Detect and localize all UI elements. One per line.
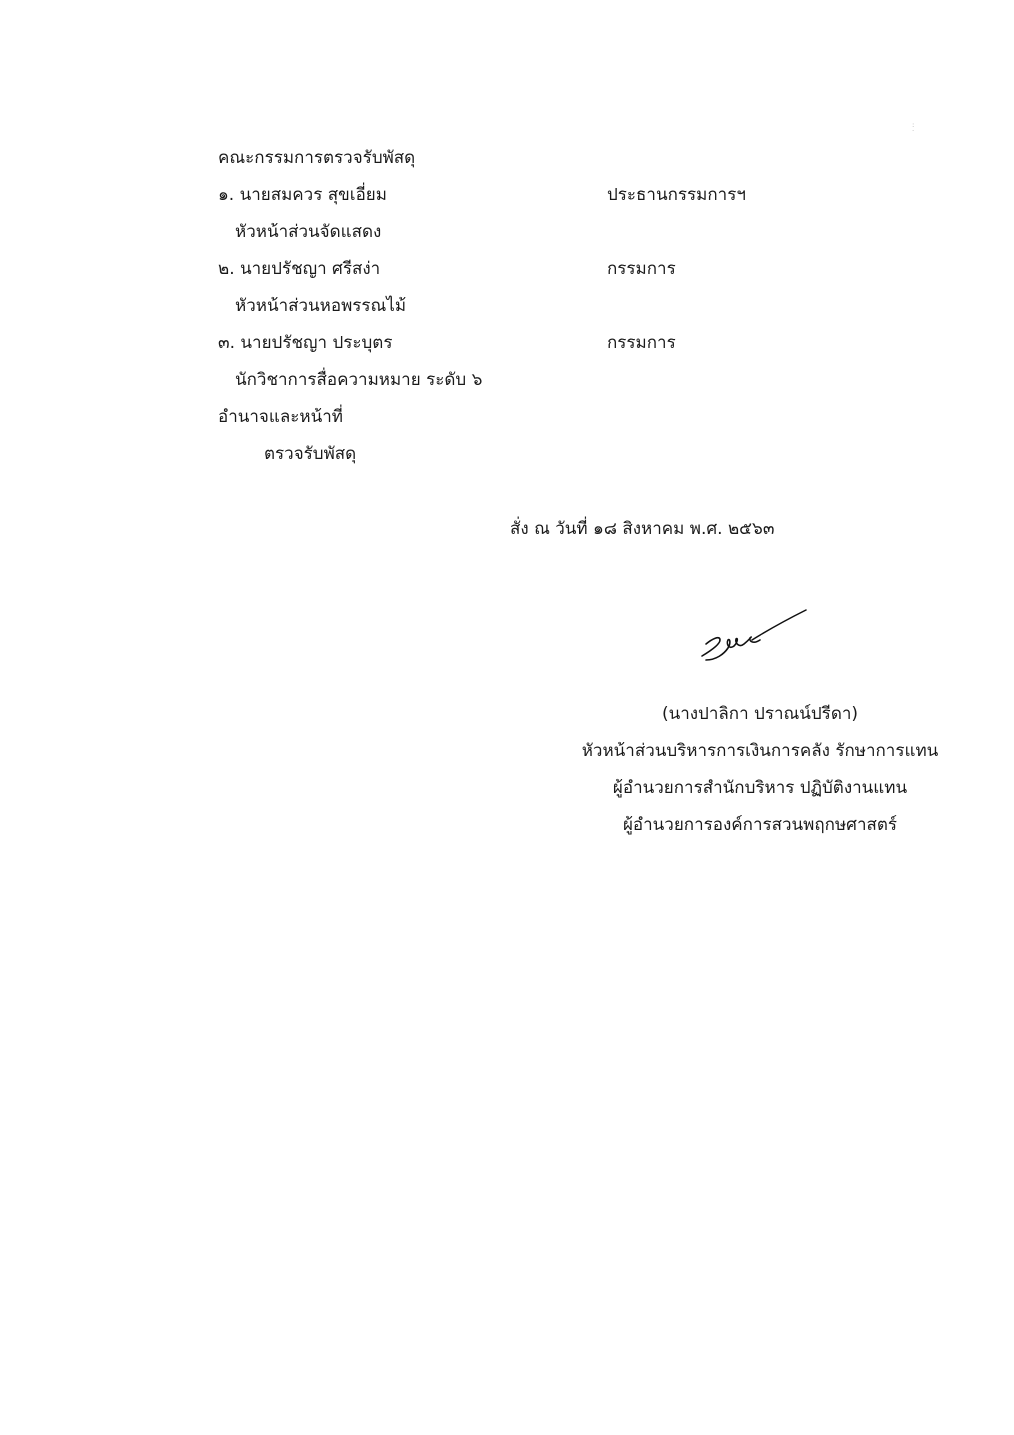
duties-heading: อำนาจและหน้าที่	[218, 407, 343, 427]
member-1-role: ประธานกรรมการฯ	[607, 185, 746, 205]
member-3-role: กรรมการ	[607, 333, 676, 353]
member-3-name: ๓. นายปรัชญา ประบุตร	[218, 333, 393, 353]
order-date: สั่ง ณ วันที่ ๑๘ สิงหาคม พ.ศ. ๒๕๖๓	[510, 519, 775, 539]
handwritten-signature	[698, 604, 812, 672]
member-1-position: หัวหน้าส่วนจัดแสดง	[235, 222, 382, 242]
signatory-title-2: ผู้อำนวยการสำนักบริหาร ปฏิบัติงานแทน	[612, 778, 908, 798]
duties-text: ตรวจรับพัสดุ	[264, 444, 357, 464]
member-2-position: หัวหน้าส่วนหอพรรณไม้	[235, 296, 407, 316]
committee-heading: คณะกรรมการตรวจรับพัสดุ	[218, 148, 416, 168]
signatory-title-1: หัวหน้าส่วนบริหารการเงินการคลัง รักษาการแทน	[581, 741, 939, 761]
signatory-name: (นางปาลิกา ปราณน์ปรีดา)	[661, 704, 859, 724]
member-1-name: ๑. นายสมควร สุขเอี่ยม	[218, 185, 387, 205]
scan-corner-mark: : ·	[912, 121, 915, 135]
member-2-role: กรรมการ	[607, 259, 676, 279]
signatory-title-3: ผู้อำนวยการองค์การสวนพฤกษศาสตร์	[622, 815, 898, 835]
member-2-name: ๒. นายปรัชญา ศรีสง่า	[218, 259, 381, 279]
member-3-position: นักวิชาการสื่อความหมาย ระดับ ๖	[235, 370, 483, 390]
